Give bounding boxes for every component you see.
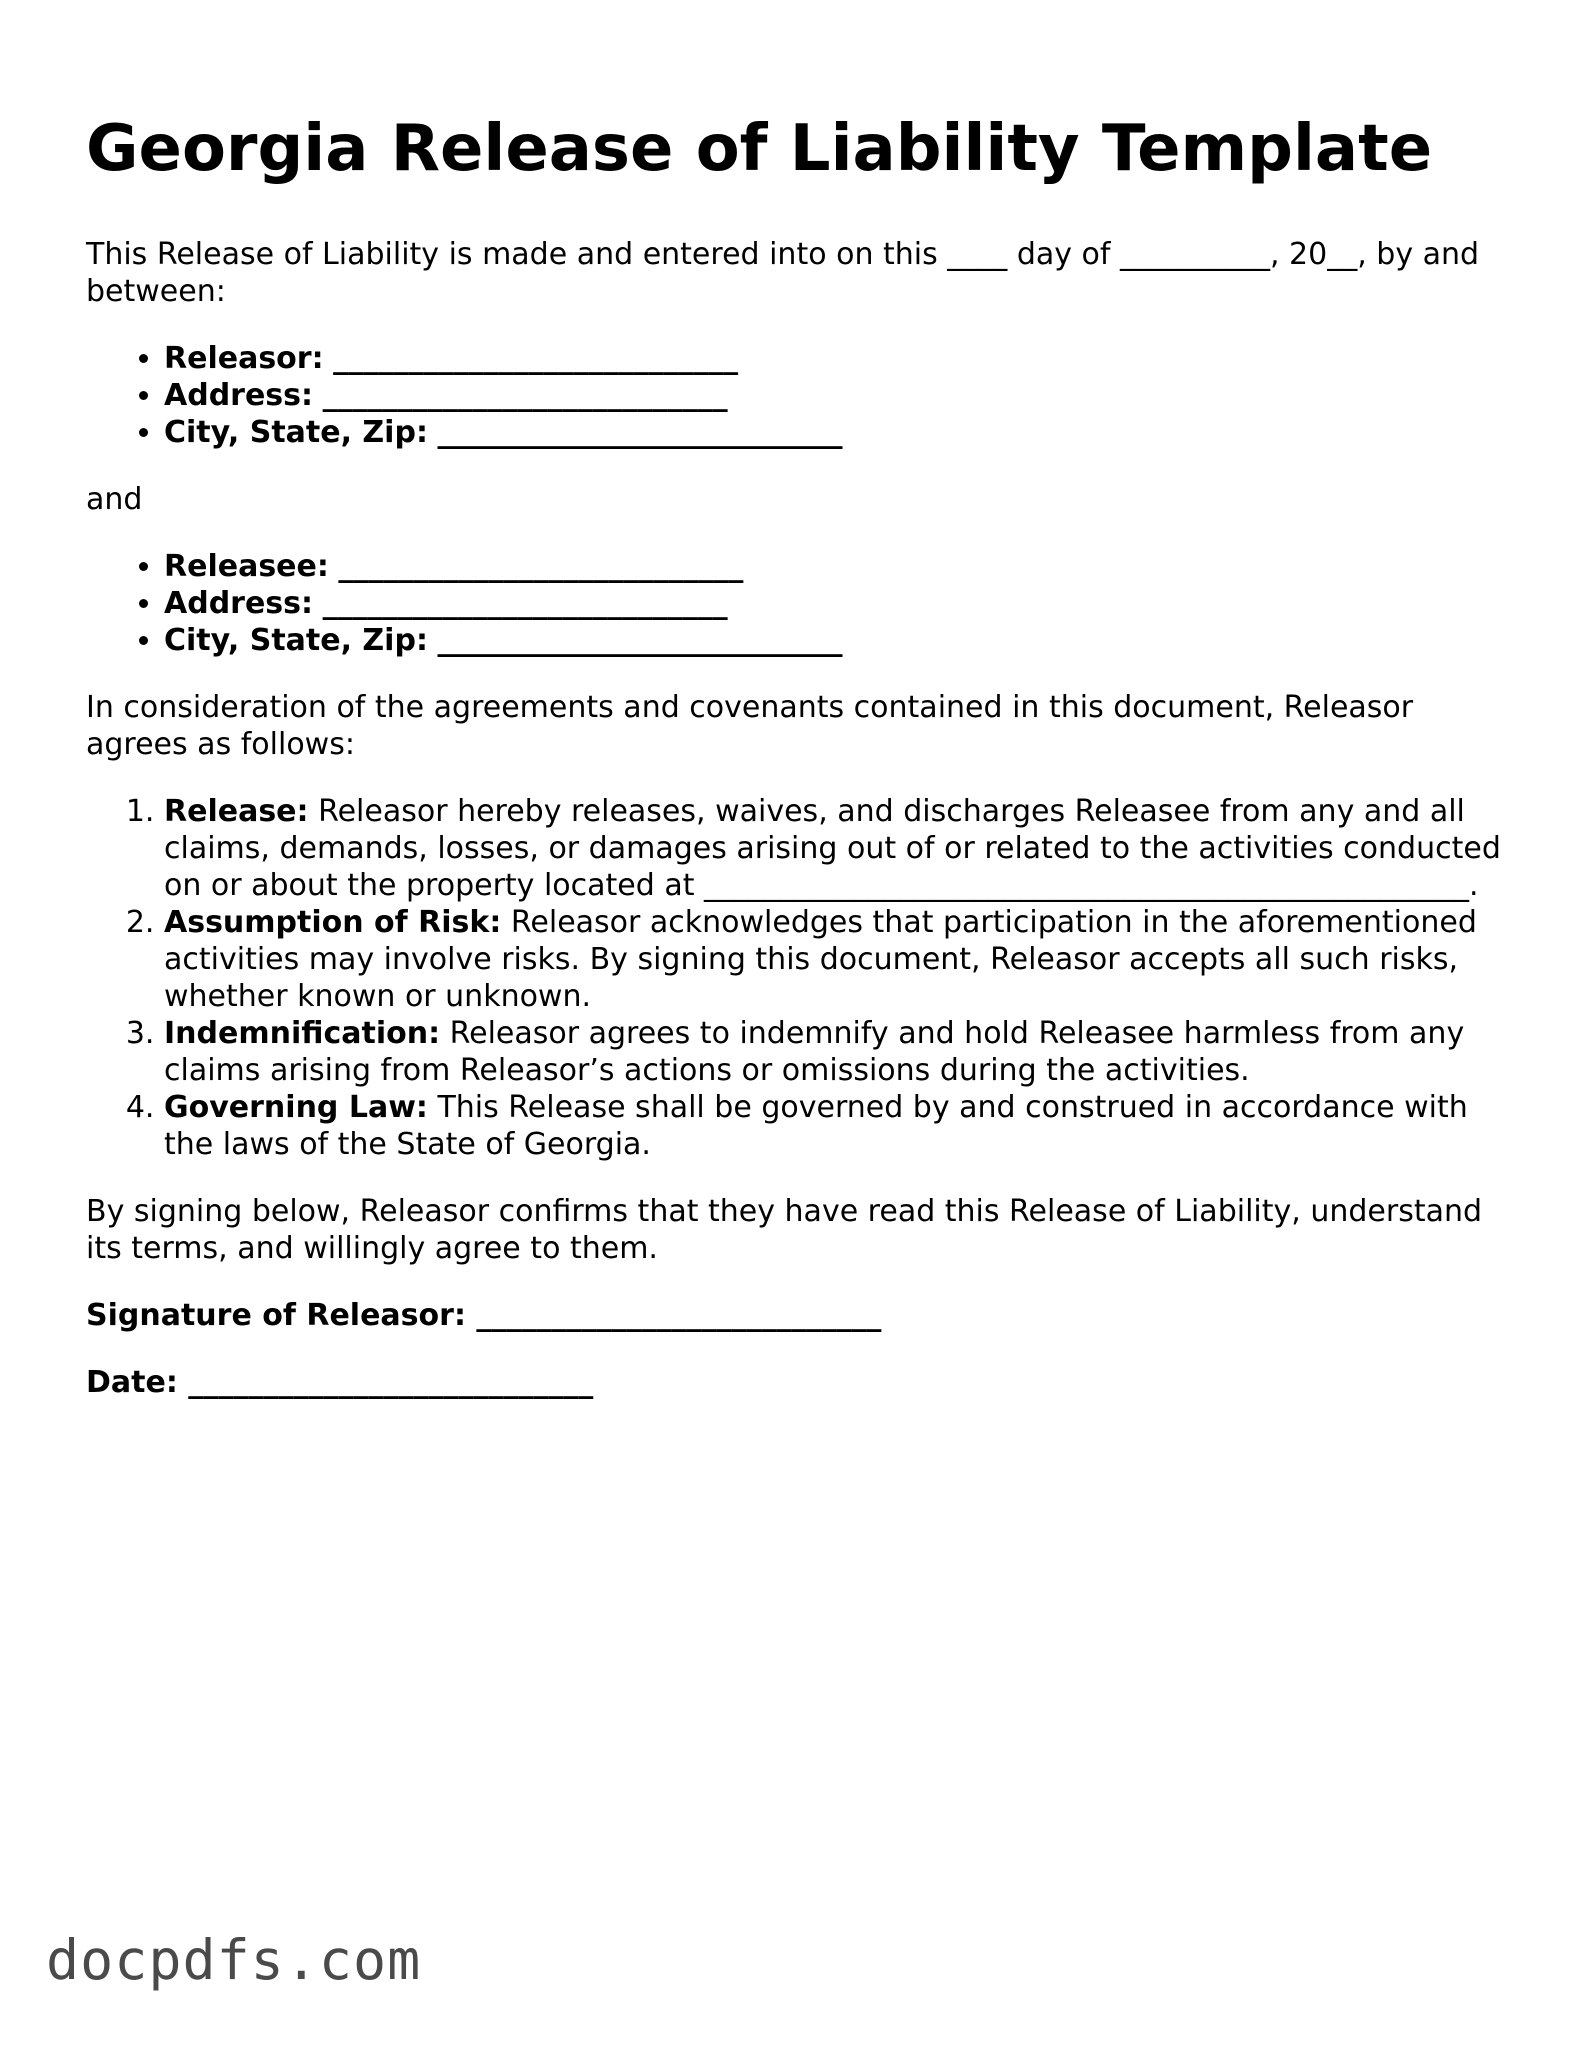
blank-line: ___________________________ — [322, 586, 728, 621]
field-label: City, State, Zip: — [164, 415, 428, 450]
releasor-name-item — [164, 340, 1506, 377]
releasor-city-item — [164, 414, 1506, 451]
field-label: Releasee: — [164, 549, 329, 584]
term-heading: Release: — [164, 794, 309, 829]
term-text: Releasor hereby releases, waives, and discharges Releasee from any and all claims, demands, losses, or damages arising out of or related to the activities conducted on or about the property located at ___________________________________________________. — [164, 794, 1501, 903]
term-indemnification — [164, 1015, 1506, 1089]
releasor-address-item — [164, 377, 1506, 414]
intro-paragraph: This Release of Liability is made and entered into on this ____ day of __________, 20__, by and between: — [86, 237, 1480, 309]
field-label: Releasor: — [164, 341, 324, 376]
term-release — [164, 793, 1506, 904]
term-text: Releasor acknowledges that participation in the aforementioned activities may involve risks. By signing this document, Releasor accepts all such risks, whether known or unknown. — [164, 905, 1477, 1014]
closing-paragraph: By signing below, Releasor confirms that they have read this Release of Liability, understand its terms, and willingly agree to them. — [86, 1194, 1483, 1266]
consideration-paragraph: In consideration of the agreements and covenants contained in this document, Releasor agrees as follows: — [86, 690, 1414, 762]
blank-line: ___________________________ — [322, 378, 728, 413]
term-governing-law — [164, 1089, 1506, 1163]
blank-line: ___________________________ — [338, 549, 744, 584]
field-label: Address: — [164, 378, 314, 413]
blank-line: ___________________________ — [437, 623, 843, 658]
term-heading: Governing Law: — [164, 1090, 428, 1125]
signature-blank: ___________________________ — [476, 1298, 882, 1333]
releasee-details-list — [86, 548, 1506, 659]
date-blank: ___________________________ — [188, 1365, 594, 1400]
blank-line: ___________________________ — [437, 415, 843, 450]
watermark: docpdfs.com — [46, 1928, 422, 1992]
term-assumption-of-risk — [164, 904, 1506, 1015]
term-heading: Assumption of Risk: — [164, 905, 502, 940]
date-line — [86, 1364, 1506, 1401]
date-label: Date: — [86, 1365, 178, 1400]
releasee-address-item — [164, 585, 1506, 622]
page-title: Georgia Release of Liability Template — [86, 112, 1433, 186]
field-label: City, State, Zip: — [164, 623, 428, 658]
term-heading: Indemnification: — [164, 1016, 441, 1051]
terms-list — [86, 793, 1506, 1163]
document-page — [86, 104, 1506, 1431]
releasee-name-item — [164, 548, 1506, 585]
field-label: Address: — [164, 586, 314, 621]
and-text: and — [86, 482, 143, 517]
releasee-city-item — [164, 622, 1506, 659]
releasor-details-list — [86, 340, 1506, 451]
term-text: Releasor agrees to indemnify and hold Releasee harmless from any claims arising from Releasor’s actions or omissions during the activities. — [164, 1016, 1465, 1088]
term-text: This Release shall be governed by and construed in accordance with the laws of the State of Georgia. — [164, 1090, 1468, 1162]
signature-label: Signature of Releasor: — [86, 1298, 466, 1333]
signature-line — [86, 1297, 1506, 1334]
blank-line: ___________________________ — [333, 341, 739, 376]
